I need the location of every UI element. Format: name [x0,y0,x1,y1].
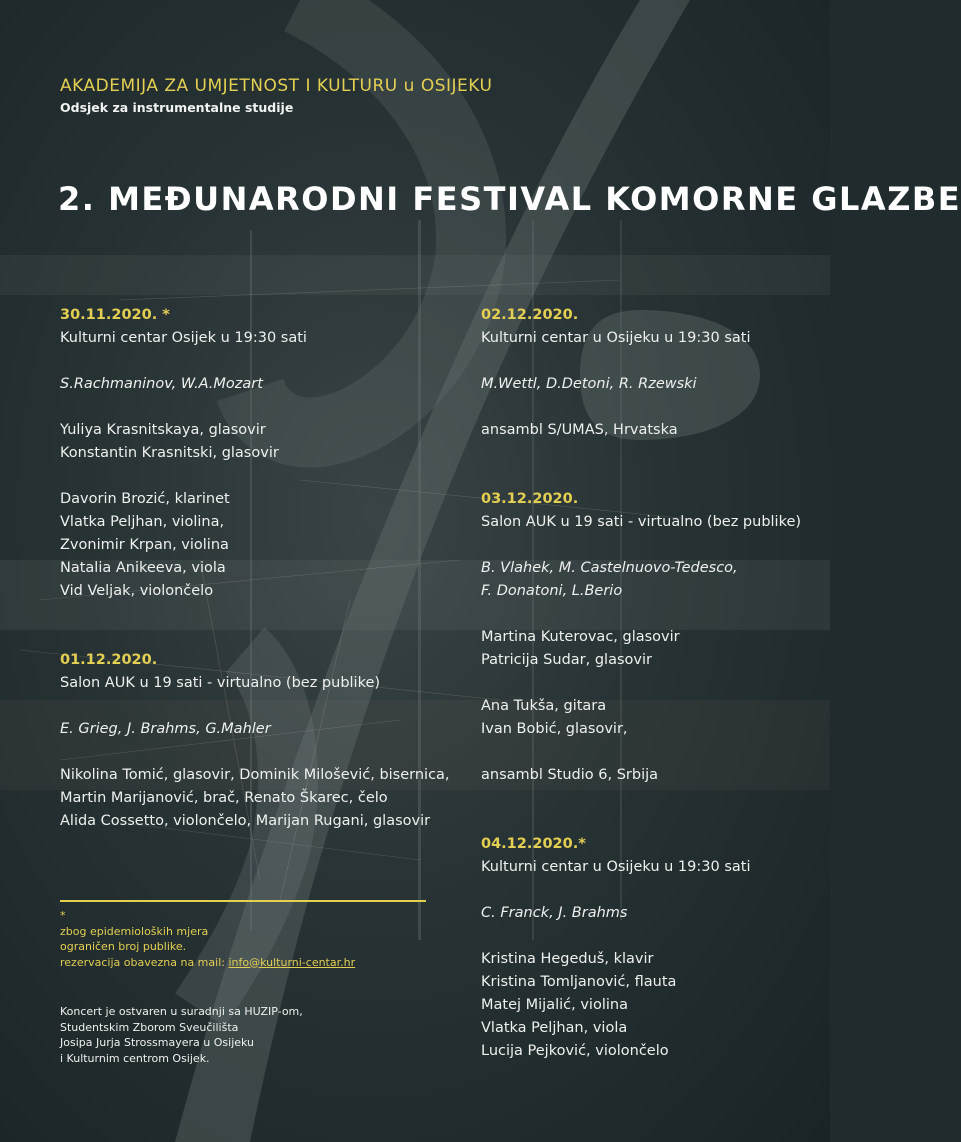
performer: Natalia Anikeeva, viola [60,560,226,576]
concert-composers: E. Grieg, J. Brahms, G.Mahler [60,721,271,737]
concert-composers: S.Rachmaninov, W.A.Mozart [60,376,263,392]
footnote-line: zbog epidemioloških mjera [60,924,209,938]
credits-line: Josipa Jurja Strossmayera u Osijeku [60,1036,255,1049]
reservation-line [60,955,355,971]
performer: ansambl Studio 6, Srbija [481,767,659,783]
performer: Patricija Sudar, glasovir [481,652,652,668]
right-column [481,304,801,1063]
footnote-divider [60,900,426,902]
credits-line: Koncert je ostvaren u suradnji sa HUZIP-om, [60,1005,303,1018]
performer: Yuliya Krasnitskaya, glasovir [60,422,266,438]
performer: Ivan Bobić, glasovir, [481,721,628,737]
concert-venue: Kulturni centar u Osijeku u 19:30 sati [481,330,751,346]
footnote [60,908,355,970]
concert-date: 01.12.2020. [60,652,158,668]
performer: Nikolina Tomić, glasovir, Dominik Milošević, bisernica, [60,767,450,783]
footnote-mark: * [60,909,66,922]
concert-date: 03.12.2020. [481,491,579,507]
concert-composers: M.Wettl, D.Detoni, R. Rzewski [481,376,697,392]
performer: Davorin Brozić, klarinet [60,491,230,507]
performer: Martin Marijanović, brač, Renato Škarec, čelo [60,790,388,806]
institution-name: AKADEMIJA ZA UMJETNOST I KULTURU u OSIJEKU [60,76,493,96]
concert-date: 30.11.2020. * [60,307,170,323]
performer: Ana Tukša, gitara [481,698,607,714]
left-column [60,304,450,833]
credits-line: i Kulturnim centrom Osijek. [60,1051,210,1065]
concert-date: 02.12.2020. [481,307,579,323]
performer: ansambl S/UMAS, Hrvatska [481,422,678,438]
concert-composers: C. Franck, J. Brahms [481,905,628,921]
festival-title: 2. MEĐUNARODNI FESTIVAL KOMORNE GLAZBE [58,180,961,218]
concert-composers: F. Donatoni, L.Berio [481,583,623,599]
performer: Vlatka Peljhan, viola [481,1020,628,1036]
department-name: Odsjek za instrumentalne studije [60,100,294,115]
credits-line: Studentskim Zborom Sveučilišta [60,1020,239,1034]
performer: Kristina Tomljanović, flauta [481,974,677,990]
performer: Zvonimir Krpan, violina [60,537,229,553]
concert-venue: Salon AUK u 19 sati - virtualno (bez publike) [60,675,381,691]
performer: Lucija Pejković, violončelo [481,1043,669,1059]
performer: Martina Kuterovac, glasovir [481,629,680,645]
performer: Vid Veljak, violončelo [60,583,214,599]
performer: Konstantin Krasnitski, glasovir [60,445,279,461]
footnote-line: ograničen broj publike. [60,940,187,953]
reservation-label: rezervacija obavezna na mail: [60,955,229,969]
email-link[interactable]: info@kulturni-centar.hr [228,955,356,969]
performer: Matej Mijalić, violina [481,997,628,1013]
concert-venue: Kulturni centar u Osijeku u 19:30 sati [481,859,751,875]
concert-date: 04.12.2020.* [481,836,586,852]
performer: Kristina Hegeduš, klavir [481,951,654,967]
concert-composers: B. Vlahek, M. Castelnuovo-Tedesco, [481,560,738,576]
performer: Vlatka Peljhan, violina, [60,514,225,530]
concert-venue: Kulturni centar Osijek u 19:30 sati [60,330,307,346]
credits [60,1004,303,1066]
performer: Alida Cossetto, violončelo, Marijan Rugani, glasovir [60,813,431,829]
concert-venue: Salon AUK u 19 sati - virtualno (bez publike) [481,514,802,530]
